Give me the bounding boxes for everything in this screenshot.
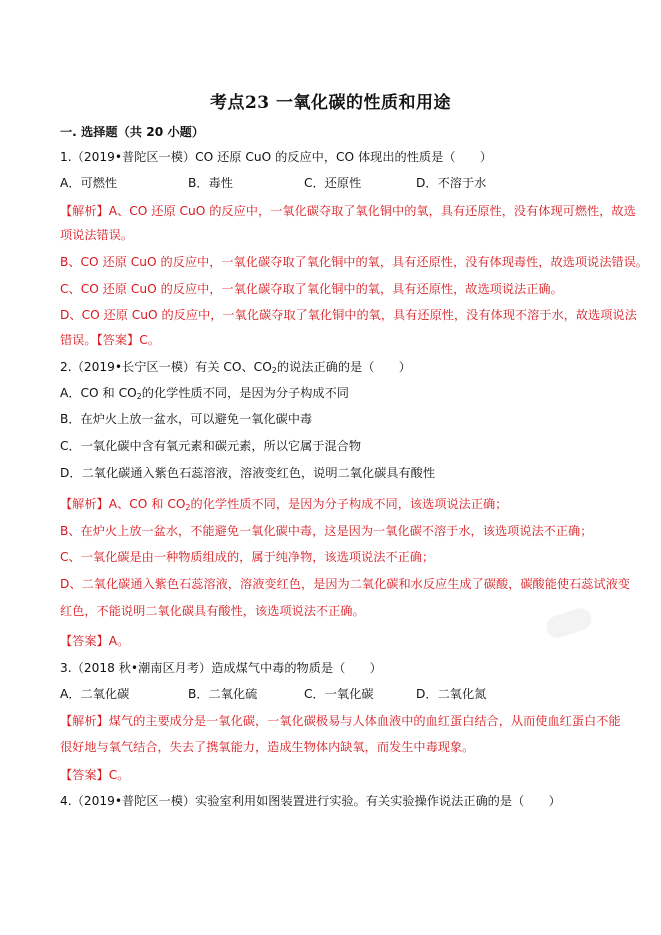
question-2-analysis-a-post: 的化学性质不同，是因为分子构成不同，该选项说法正确；	[190, 497, 508, 511]
question-3-answer: 【答案】C。	[60, 768, 130, 782]
section-heading: 一. 选择题（共 20 小题）	[60, 125, 205, 139]
question-2-analysis-a-subscript: 2	[185, 503, 191, 512]
question-1-option-b: B．毒性	[188, 176, 233, 190]
question-1-stem: 1.（2019•普陀区一模）CO 还原 CuO 的反应中，CO 体现出的性质是（ ）	[60, 150, 493, 164]
question-1-option-c: C．还原性	[304, 176, 362, 190]
question-2-stem	[60, 359, 620, 375]
question-2-option-a-pre: A．CO 和 CO	[60, 386, 137, 400]
question-2-option-a	[60, 385, 620, 401]
question-2-stem-post: 的说法正确的是（ ）	[276, 360, 411, 374]
question-3-analysis-line2: 很好地与氧气结合，失去了携氧能力，造成生物体内缺氧，而发生中毒现象。	[60, 740, 475, 754]
question-3-analysis-line1: 【解析】煤气的主要成分是一氧化碳，一氧化碳极易与人体血液中的血红蛋白结合，从而使血红蛋白不能	[60, 714, 621, 728]
question-2-analysis-b: B、在炉火上放一盆水，不能避免一氧化碳中毒，这是因为一氧化碳不溶于水，该选项说法不正确；	[60, 524, 593, 538]
question-1-analysis-d-line1: D、CO 还原 CuO 的反应中，一氧化碳夺取了氧化铜中的氧，具有还原性，没有体现不溶于水，故选项说法	[60, 308, 637, 322]
question-2-answer: 【答案】A。	[60, 634, 130, 648]
question-1-analysis-c: C、CO 还原 CuO 的反应中，一氧化碳夺取了氧化铜中的氧，具有还原性，故选项说法正确。	[60, 282, 563, 296]
question-3-option-b: B．二氧化硫	[188, 687, 258, 701]
question-2-stem-pre: 2.（2019•长宁区一模）有关 CO、CO	[60, 360, 272, 374]
question-4-stem: 4.（2019•普陀区一模）实验室利用如图装置进行实验。有关实验操作说法正确的是（ ）	[60, 794, 561, 808]
question-2-analysis-d-line2: 红色，不能说明二氧化碳具有酸性，该选项说法不正确。	[60, 604, 365, 618]
question-2-analysis-d-line1: D、二氧化碳通入紫色石蕊溶液，溶液变红色，是因为二氧化碳和水反应生成了碳酸，碳酸能使石蕊试液变	[60, 577, 631, 591]
question-2-analysis-a	[60, 496, 620, 512]
question-1-analysis-d-line2: 错误。【答案】C。	[60, 333, 160, 347]
question-2-analysis-a-pre: 【解析】A、CO 和 CO	[60, 497, 186, 511]
question-1-analysis-b: B、CO 还原 CuO 的反应中，一氧化碳夺取了氧化铜中的氧，具有还原性，没有体现毒性，故选项说法错误。	[60, 255, 648, 269]
question-2-stem-subscript: 2	[271, 366, 277, 375]
question-1-option-d: D．不溶于水	[416, 176, 487, 190]
question-2-option-c: C．一氧化碳中含有氧元素和碳元素，所以它属于混合物	[60, 439, 362, 453]
question-3-option-a: A．二氧化碳	[60, 687, 130, 701]
question-2-analysis-c: C、一氧化碳是由一种物质组成的，属于纯净物，该选项说法不正确；	[60, 550, 435, 564]
question-2-option-d: D．二氧化碳通入紫色石蕊溶液，溶液变红色，说明二氧化碳具有酸性	[60, 466, 436, 480]
question-3-option-d: D．二氧化氮	[416, 687, 487, 701]
question-3-option-c: C．一氧化碳	[304, 687, 374, 701]
page-title: 考点23 一氧化碳的性质和用途	[209, 93, 452, 113]
question-1-analysis-a-line1: 【解析】A、CO 还原 CuO 的反应中，一氧化碳夺取了氧化铜中的氧，具有还原性，没有体现可燃性，故选	[60, 204, 636, 218]
question-2-option-a-post: 的化学性质不同，是因为分子构成不同	[141, 386, 349, 400]
question-1-option-a: A．可燃性	[60, 176, 118, 190]
question-3-stem: 3.（2018 秋•潮南区月考）造成煤气中毒的物质是（ ）	[60, 661, 382, 675]
question-2-option-b: B．在炉火上放一盆水，可以避免一氧化碳中毒	[60, 412, 313, 426]
question-1-analysis-a-line2: 项说法错误。	[60, 228, 134, 242]
question-2-option-a-subscript: 2	[136, 392, 142, 401]
